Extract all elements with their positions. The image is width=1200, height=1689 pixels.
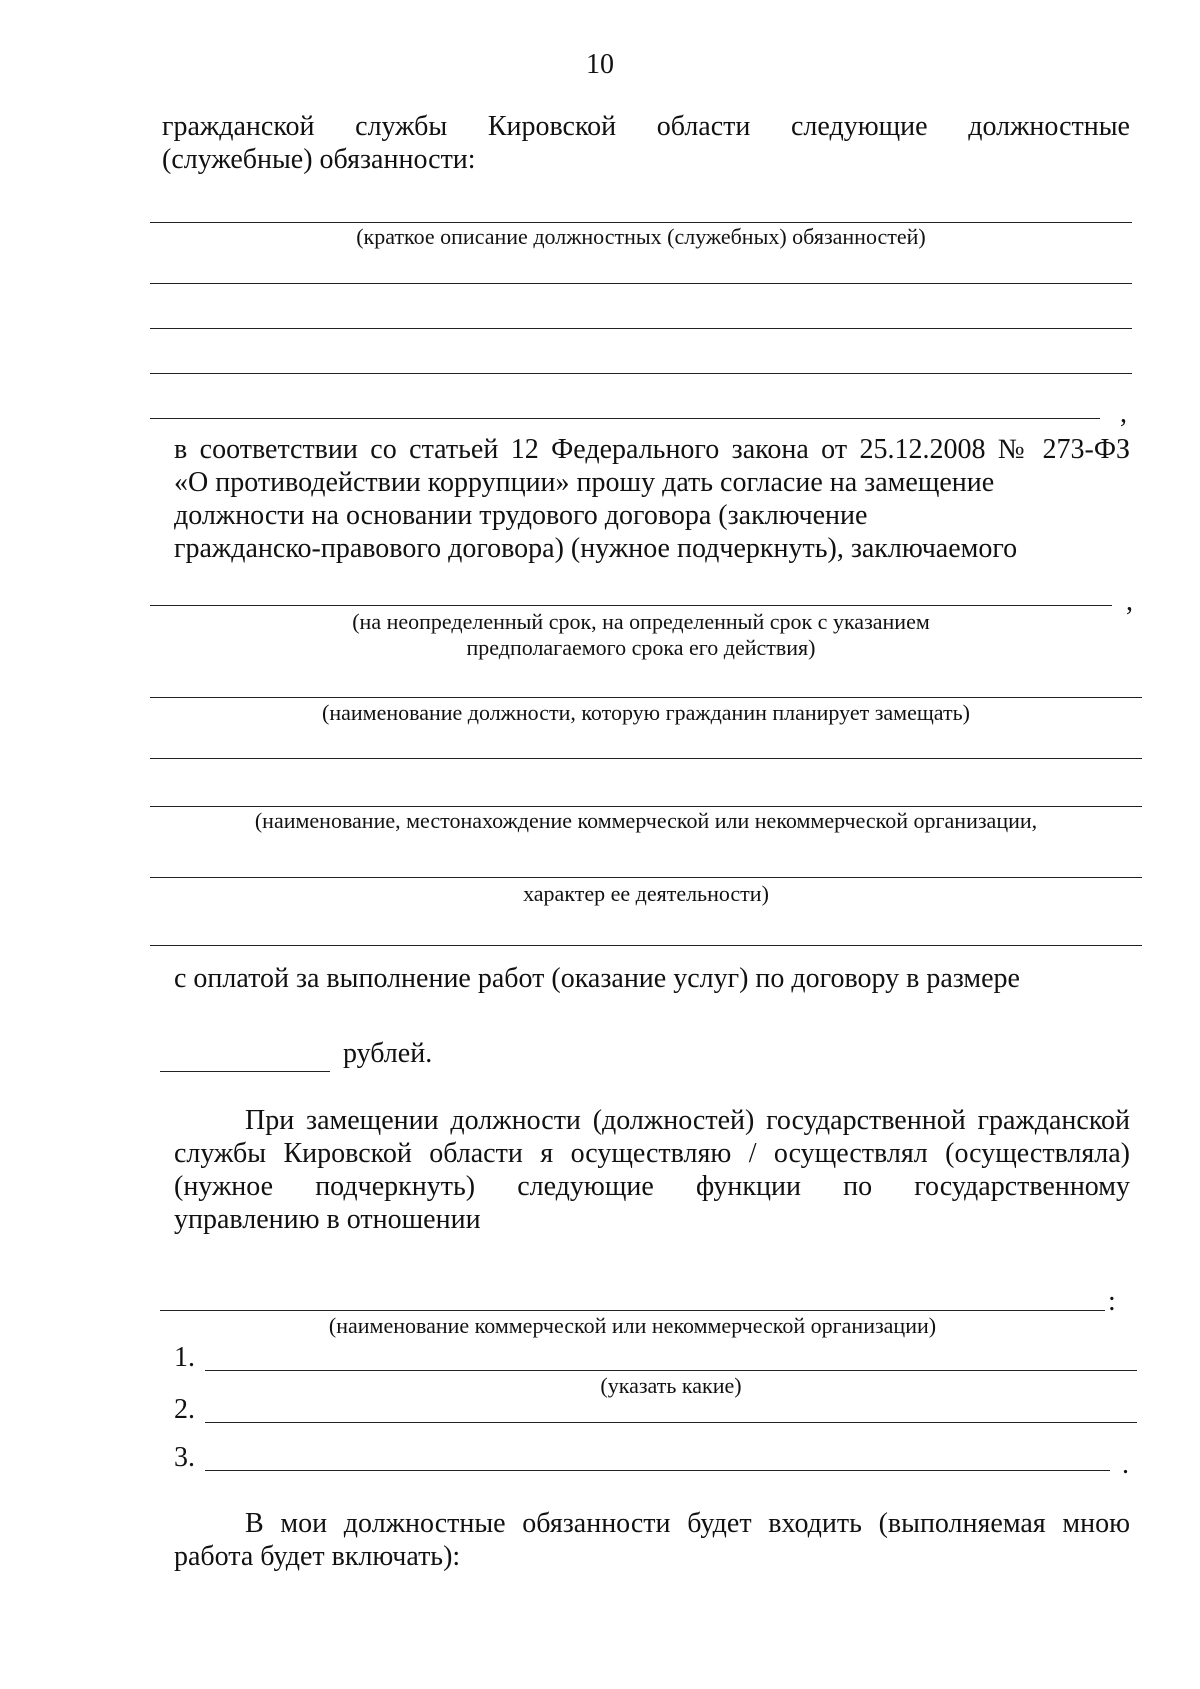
payment-line: с оплатой за выполнение работ (оказание услуг) по договору в размере xyxy=(174,963,1020,994)
org-caption-2: характер ее деятельности) xyxy=(523,881,769,906)
payment-currency: рублей. xyxy=(343,1038,433,1069)
final-line-2: работа будет включать): xyxy=(174,1541,461,1572)
list-period: . xyxy=(1122,1449,1129,1480)
position-caption: (наименование должности, которую гражданин планирует замещать) xyxy=(322,700,970,725)
functions-line-3: (нужное подчеркнуть) следующие функции по государственному xyxy=(174,1171,1130,1202)
functions-line-1: При замещении должности (должностей) государственной гражданской xyxy=(245,1105,1130,1136)
duties-comma: , xyxy=(1120,398,1127,429)
functions-line-4: управлению в отношении xyxy=(174,1204,481,1235)
duties-line-1 xyxy=(150,222,1132,223)
duties-line-4 xyxy=(150,373,1132,374)
page-number: 10 xyxy=(586,49,614,80)
intro-line-2: (служебные) обязанности: xyxy=(162,144,476,175)
org-name-caption: (наименование коммерческой или некоммерческой организации) xyxy=(328,1313,937,1338)
duties-line-3 xyxy=(150,328,1132,329)
org-name-colon: : xyxy=(1108,1286,1116,1317)
specify-caption: (указать какие) xyxy=(600,1373,742,1398)
term-caption-2: предполагаемого срока его действия) xyxy=(466,635,816,660)
duties-line-5 xyxy=(150,418,1100,419)
org-line-4 xyxy=(150,945,1142,946)
list-number-2: 2. xyxy=(174,1394,195,1425)
request-line-3: должности на основании трудового договора (заключение xyxy=(174,500,868,531)
intro-line-1: гражданской службы Кировской области следующие должностные xyxy=(162,111,1130,142)
final-line-1: В мои должностные обязанности будет входить (выполняемая мною xyxy=(245,1508,1130,1539)
list-line-3 xyxy=(205,1470,1110,1471)
term-caption-1: (на неопределенный срок, на определенный срок с указанием xyxy=(352,609,930,634)
request-line-4: гражданско-правового договора) (нужное подчеркнуть), заключаемого xyxy=(174,533,1018,564)
org-line-2 xyxy=(150,806,1142,807)
org-caption-1: (наименование, местонахождение коммерческой или некоммерческой организации, xyxy=(254,808,1038,833)
list-line-2 xyxy=(205,1422,1137,1423)
term-comma: , xyxy=(1126,586,1133,617)
list-number-1: 1. xyxy=(174,1342,195,1373)
org-name-line xyxy=(160,1310,1105,1311)
position-line xyxy=(150,697,1142,698)
duties-caption: (краткое описание должностных (служебных) обязанностей) xyxy=(356,224,926,249)
request-line-2: «О противодействии коррупции» прошу дать согласие на замещение xyxy=(174,467,995,498)
payment-amount-line xyxy=(160,1071,330,1072)
term-line xyxy=(150,605,1112,606)
list-line-1 xyxy=(205,1370,1137,1371)
request-line-1: в соответствии со статьей 12 Федерального закона от 25.12.2008 № 273-ФЗ xyxy=(174,434,1130,465)
org-line-1 xyxy=(150,758,1142,759)
org-line-3 xyxy=(150,877,1142,878)
functions-line-2: службы Кировской области я осуществляю / осуществлял (осуществляла) xyxy=(174,1138,1130,1169)
duties-line-2 xyxy=(150,283,1132,284)
list-number-3: 3. xyxy=(174,1442,195,1473)
